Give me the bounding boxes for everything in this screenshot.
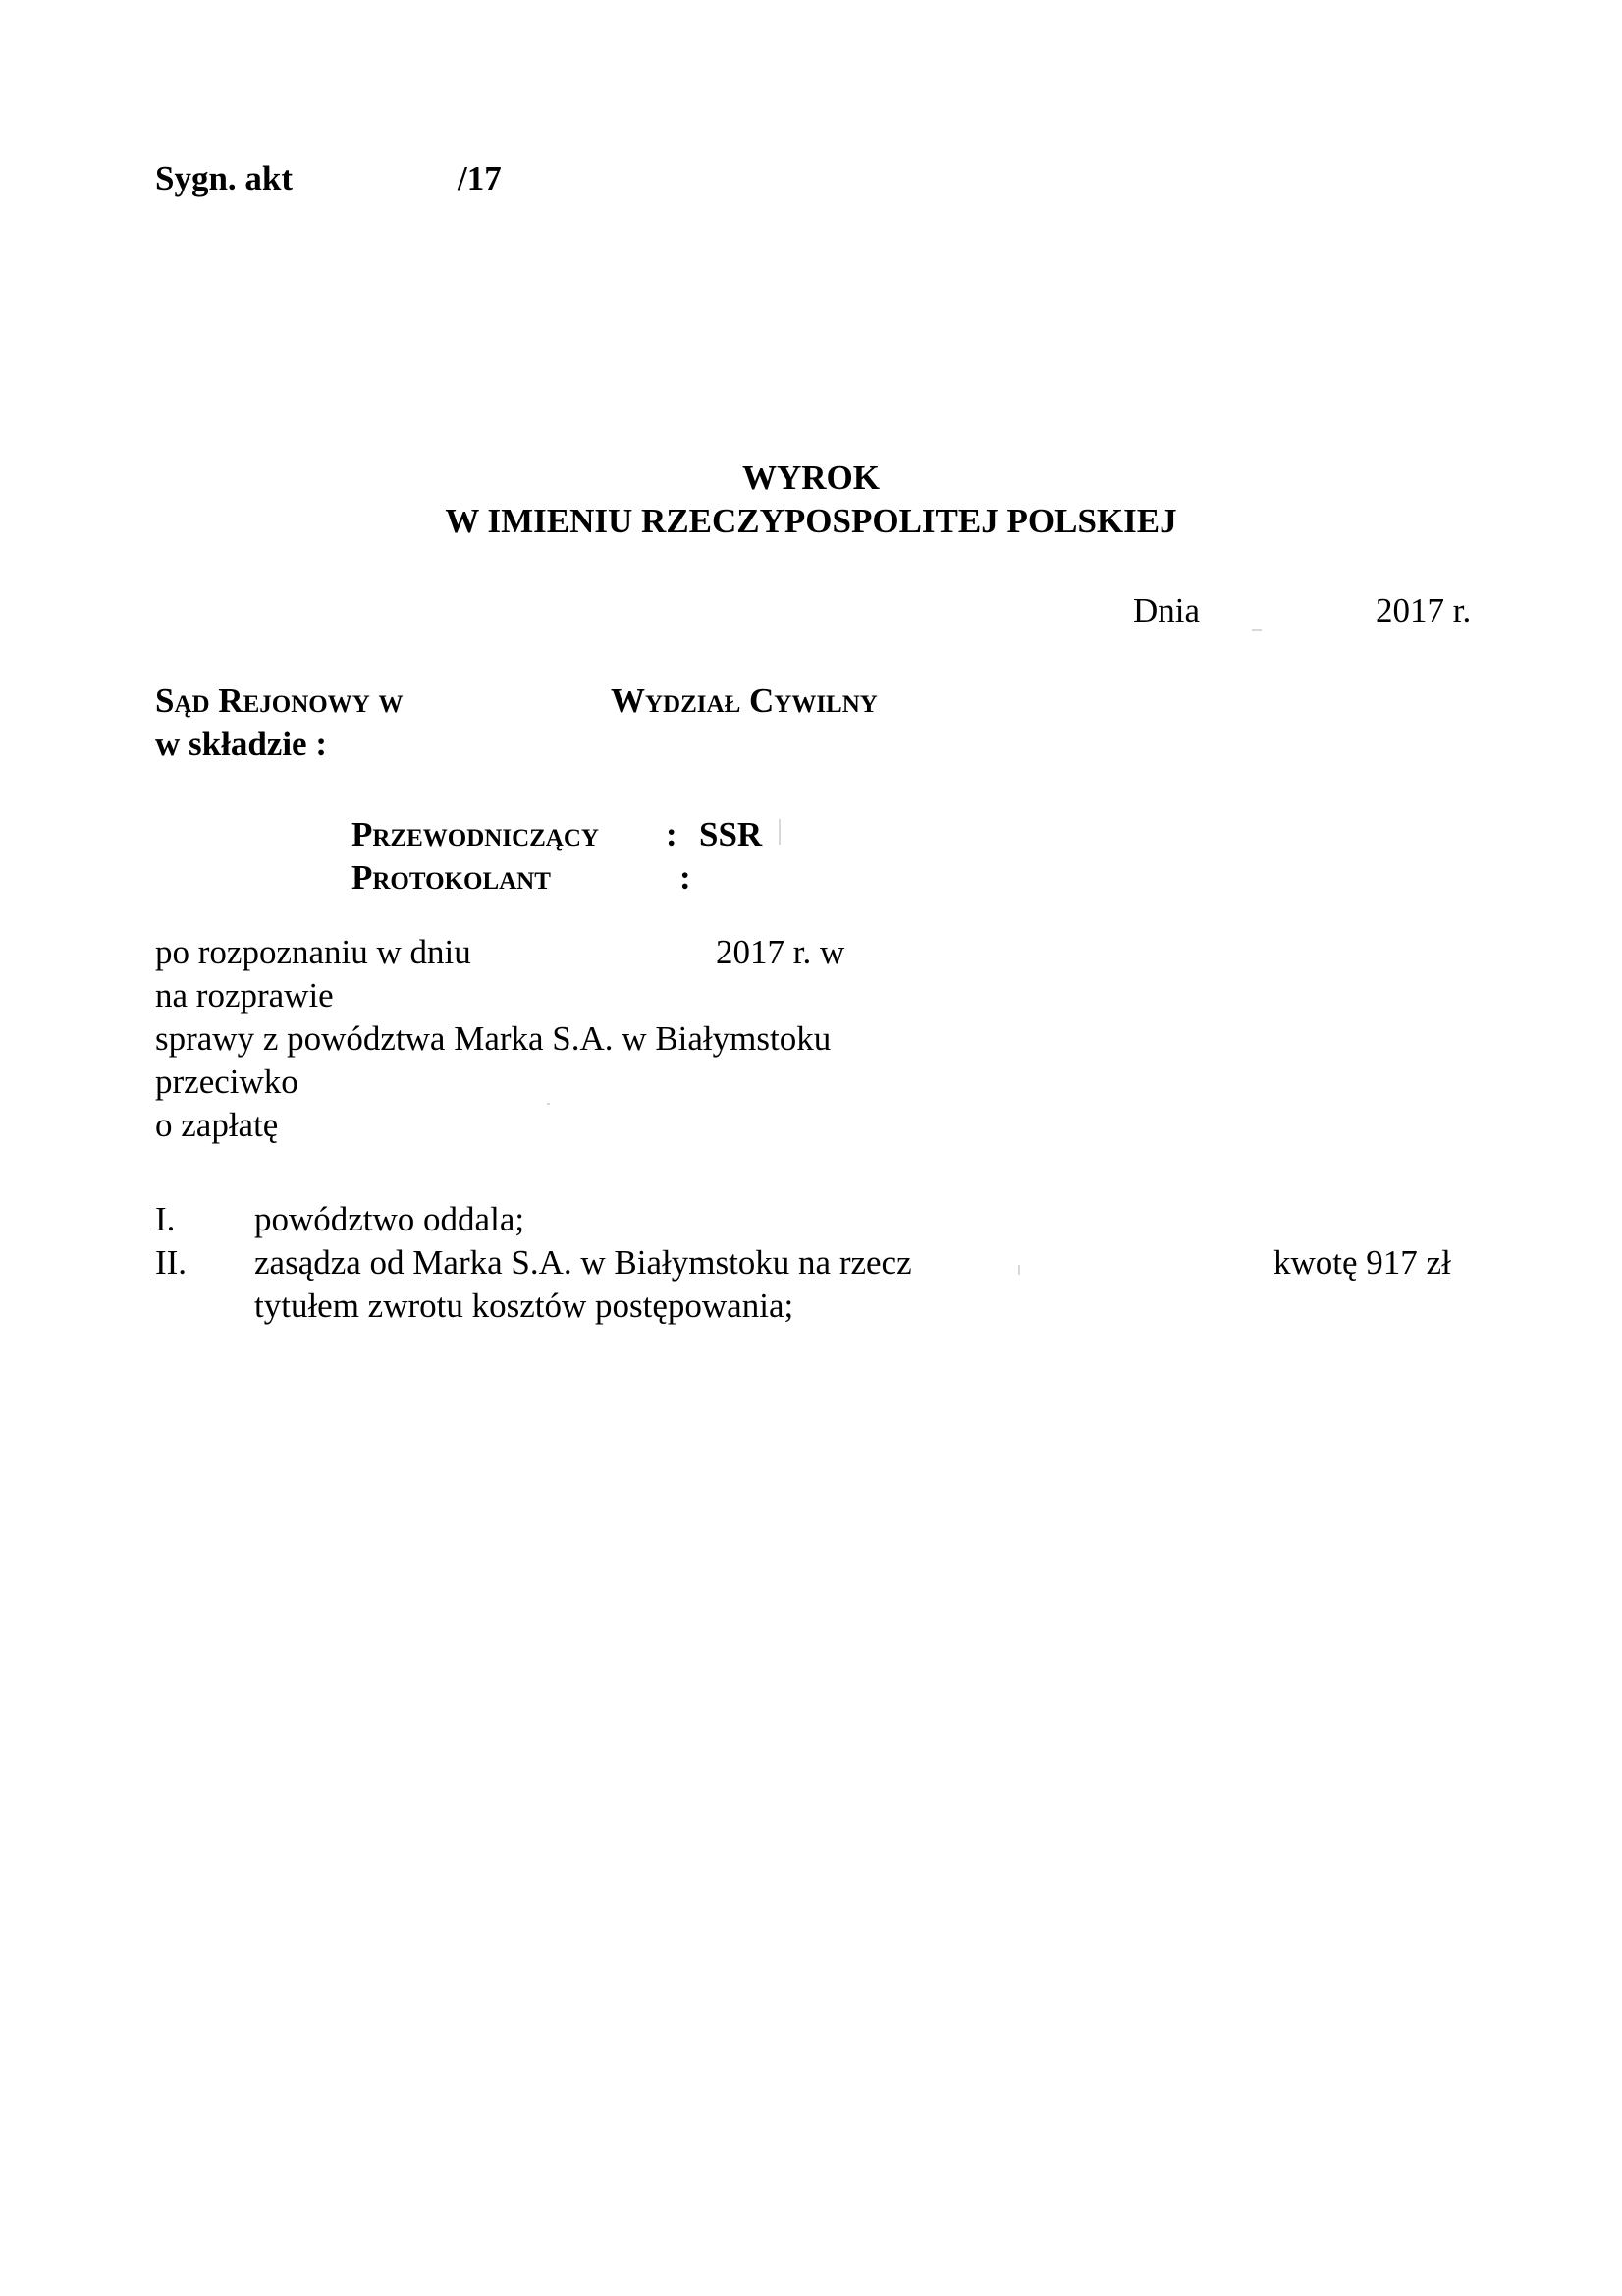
chair-value: SSR	[699, 815, 763, 853]
court-division: Wydział Cywilny	[611, 682, 878, 720]
ruling-text: zasądza od Marka S.A. w Białymstoku na rzecz	[254, 1243, 912, 1282]
composition-label: w składzie :	[155, 725, 327, 763]
case-defendant-label: przeciwko	[155, 1063, 298, 1101]
case-plaintiff: sprawy z powództwa Marka S.A. w Białymstoku	[155, 1019, 832, 1058]
ruling-text-continuation: tytułem zwrotu kosztów postępowania;	[254, 1286, 794, 1325]
chair-separator: :	[666, 815, 677, 853]
ruling-text: powództwo oddala;	[254, 1200, 525, 1238]
case-subject: o zapłatę	[155, 1106, 279, 1144]
redaction-mark	[1018, 1265, 1020, 1275]
chair-label: Przewodniczący	[351, 815, 599, 853]
redaction-mark	[1252, 629, 1262, 631]
hearing-type: na rozprawie	[155, 976, 334, 1014]
ruling-amount: kwotę 917 zł	[1273, 1243, 1451, 1282]
recorder-separator: :	[679, 858, 691, 897]
ruling-number: I.	[155, 1200, 176, 1238]
document-subtitle: W IMIENIU RZECZYPOSPOLITEJ POLSKIEJ	[445, 502, 1177, 540]
hearing-date-prefix: po rozpoznaniu w dniu	[155, 933, 471, 971]
hearing-date-year: 2017 r. w	[716, 933, 845, 971]
recorder-label: Protokolant	[351, 858, 551, 897]
case-signature-label: Sygn. akt	[155, 159, 294, 197]
court-name: Sąd Rejonowy w	[155, 682, 404, 720]
redaction-mark	[547, 1103, 550, 1105]
ruling-number: II.	[155, 1243, 188, 1282]
case-signature-suffix: /17	[458, 159, 502, 197]
date-year: 2017 r.	[1376, 591, 1472, 629]
date-prefix: Dnia	[1133, 591, 1201, 629]
redaction-mark	[779, 819, 781, 845]
document-title: WYROK	[742, 459, 880, 497]
